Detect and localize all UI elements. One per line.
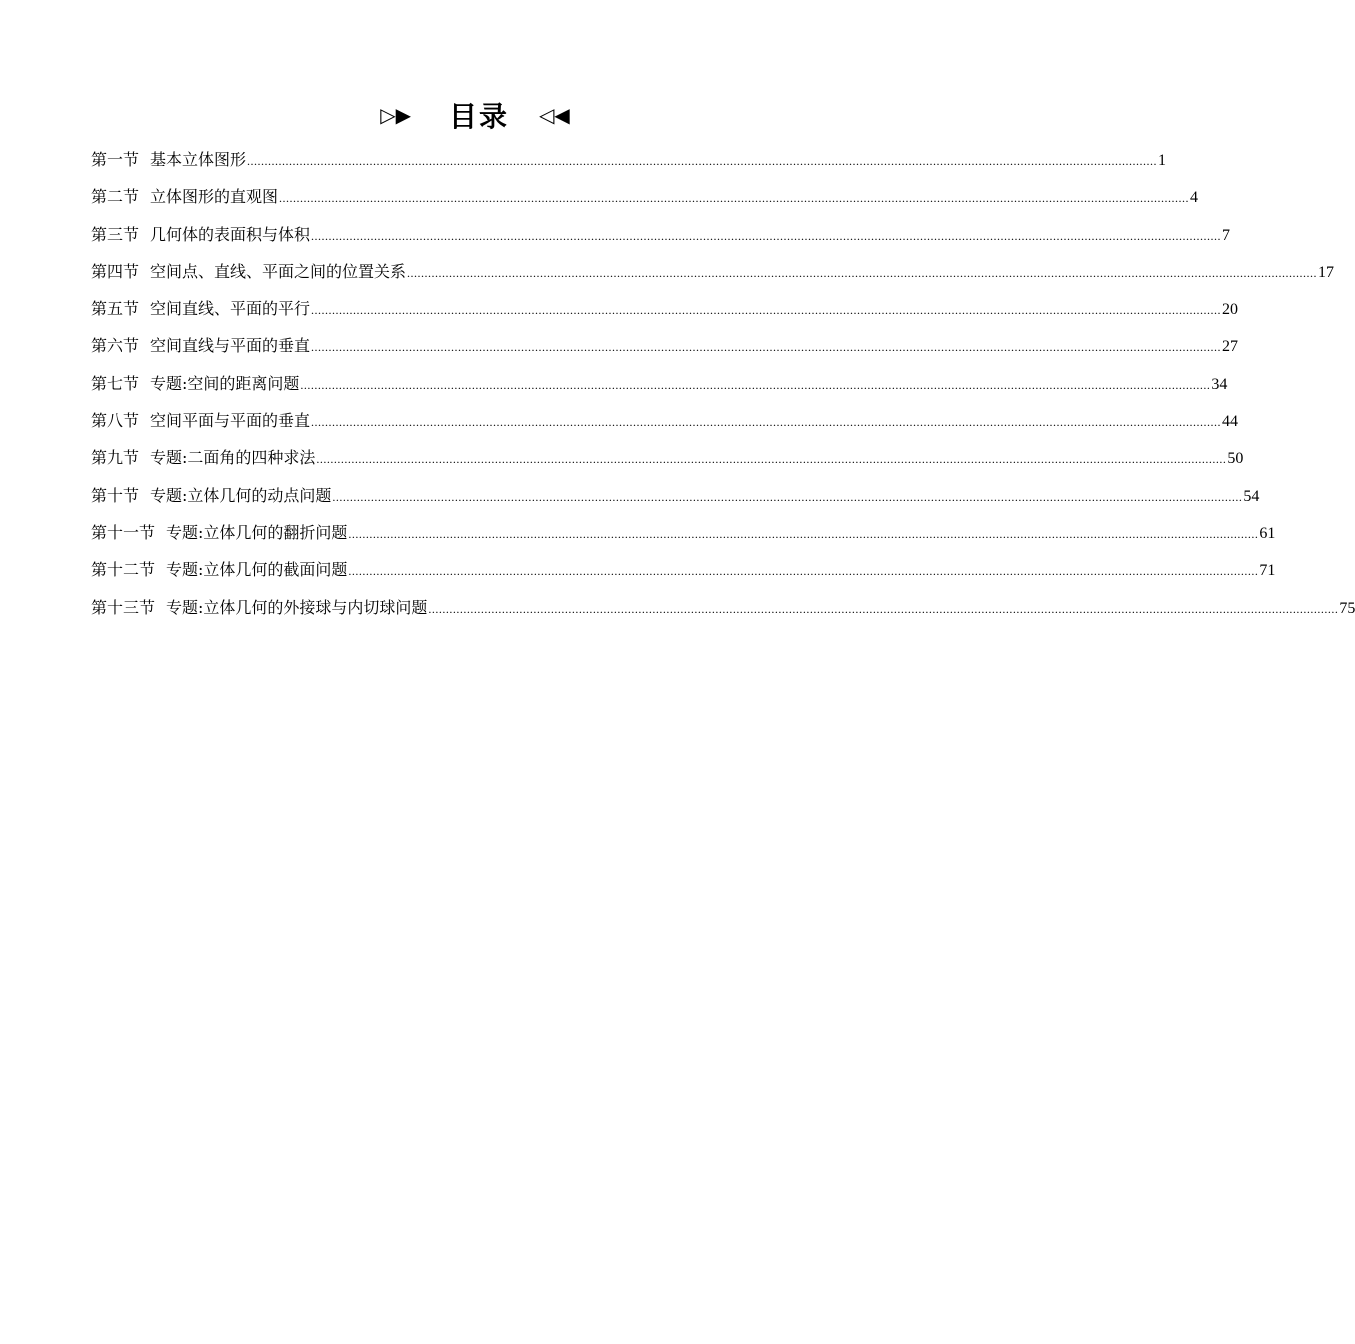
page-title: 目录 [448,100,509,133]
toc-entry-title: 几何体的表面积与体积 [150,224,311,244]
toc-page-number: 1 [1158,152,1167,169]
toc-page-number: 27 [1222,338,1239,356]
toc-dot-leader: .................................................................................................................................................................................................................................................................... [316,452,1227,467]
toc-section-number: 第十节 [91,485,140,505]
toc-page-number: 75 [1339,599,1355,617]
toc-title-row [0,92,950,138]
right-triangle-markers-icon: ▷▶ [380,103,411,127]
left-triangle-markers-icon: ◁◀ [539,103,570,127]
toc-dot-leader: .................................................................................................................................................................................................................................................................... [407,265,1318,280]
toc-entry[interactable] [91,216,1231,253]
toc-section-number: 第五节 [91,299,140,319]
toc-section-number: 第六节 [91,336,140,356]
toc-entry[interactable] [91,589,1355,626]
toc-entry-title: 空间点、直线、平面之间的位置关系 [150,261,407,281]
toc-entry[interactable] [91,477,1260,514]
toc-entry[interactable] [91,402,1239,439]
toc-entry[interactable] [91,290,1239,327]
toc-dot-leader: .................................................................................................................................................................................................................................................................... [348,526,1259,541]
toc-entry[interactable] [91,327,1239,364]
toc-entry-title: 专题:空间的距离问题 [150,373,300,393]
toc-page-number: 61 [1259,524,1276,542]
toc-page-number: 4 [1190,189,1199,207]
toc-entry-title: 空间平面与平面的垂直 [150,411,311,431]
toc-entry-title: 专题:二面角的四种求法 [150,448,316,468]
toc-page-number: 54 [1243,487,1260,505]
toc-page-number: 50 [1227,450,1244,468]
toc-entry[interactable] [91,178,1199,215]
toc-page-number: 44 [1222,413,1239,431]
toc-section-number: 第十三节 [91,597,156,617]
toc-entry-title: 专题:立体几何的动点问题 [150,485,332,505]
toc-dot-leader: .................................................................................................................................................................................................................................................................... [311,415,1222,430]
toc-entry[interactable] [91,365,1228,402]
toc-entry-title: 空间直线与平面的垂直 [150,336,311,356]
toc-section-number: 第八节 [91,411,140,431]
toc-entry[interactable] [91,141,1167,178]
toc-page-number: 20 [1222,301,1239,319]
toc-dot-leader: .................................................................................................................................................................................................................................................................... [311,340,1222,355]
toc-section-number: 第十一节 [91,522,156,542]
toc-section-number: 第二节 [91,187,140,207]
toc-entry-title: 专题:立体几何的翻折问题 [166,522,348,542]
toc-page-number: 17 [1318,263,1335,281]
toc-entry-title: 空间直线、平面的平行 [150,299,311,319]
toc-dot-leader: .................................................................................................................................................................................................................................................................... [279,191,1190,206]
toc-entry[interactable] [91,551,1276,588]
toc-section-number: 第一节 [91,150,140,169]
toc-entry-title: 专题:立体几何的截面问题 [166,560,348,580]
toc-page-number: 71 [1259,562,1276,580]
toc-section-number: 第十二节 [91,560,156,580]
toc-section-number: 第四节 [91,261,140,281]
table-of-contents [91,141,1355,626]
toc-entry-title: 专题:立体几何的外接球与内切球问题 [166,597,428,617]
toc-section-number: 第九节 [91,448,140,468]
toc-dot-leader: .................................................................................................................................................................................................................................................................... [428,601,1339,616]
toc-entry[interactable] [91,439,1244,476]
toc-dot-leader: .................................................................................................................................................................................................................................................................... [332,489,1243,504]
toc-entry[interactable] [91,514,1276,551]
toc-dot-leader: .................................................................................................................................................................................................................................................................... [247,154,1158,168]
toc-section-number: 第七节 [91,373,140,393]
toc-entry-title: 基本立体图形 [150,150,247,169]
toc-section-number: 第三节 [91,224,140,244]
toc-dot-leader: .................................................................................................................................................................................................................................................................... [300,377,1211,392]
toc-page-number: 34 [1211,375,1228,393]
toc-entry-title: 立体图形的直观图 [150,187,279,207]
toc-dot-leader: .................................................................................................................................................................................................................................................................... [311,228,1222,243]
toc-page-number: 7 [1222,226,1231,244]
toc-entry[interactable] [91,253,1335,290]
toc-dot-leader: .................................................................................................................................................................................................................................................................... [348,564,1259,579]
toc-dot-leader: .................................................................................................................................................................................................................................................................... [311,303,1222,318]
